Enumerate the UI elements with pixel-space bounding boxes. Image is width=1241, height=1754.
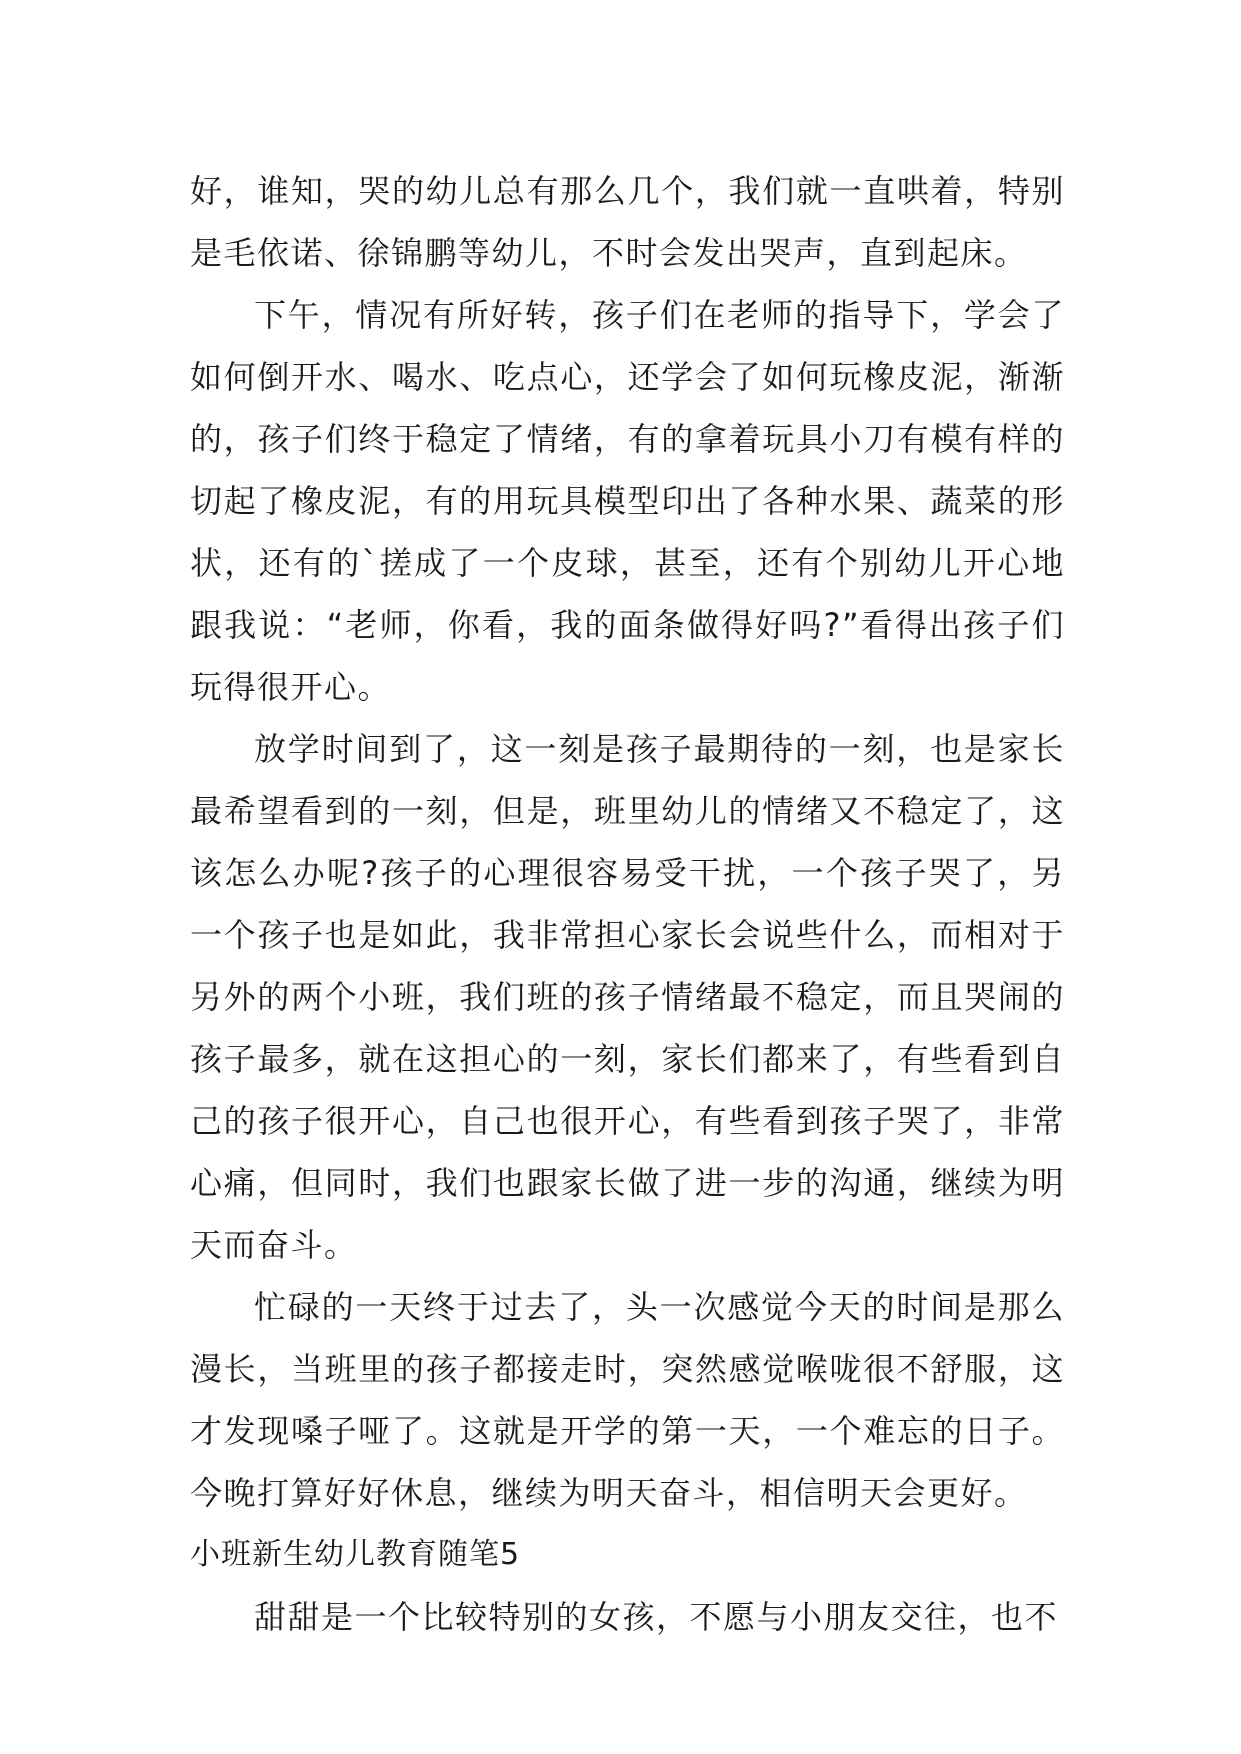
paragraph-5: 甜甜是一个比较特别的女孩，不愿与小朋友交往，也不 [254, 1598, 1059, 1636]
paragraph-2: 下午，情况有所好转，孩子们在老师的指导下，学会了如何倒开水、喝水、吃点心，还学会了如何玩橡皮泥，渐渐的，孩子们终于稳定了情绪，有的拿着玩具小刀有模有样的切起了橡皮泥，有的用玩具模型印出了各种水果、蔬菜的形状，还有的`搓成了一个皮球，甚至，还有个别幼儿开心地跟我说：“老师，你看，我的面条做得好吗?”看得出孩子们玩得很开心。 [190, 296, 1065, 706]
section-heading: 小班新生幼儿教育随笔5 [190, 1537, 521, 1572]
document-body [190, 160, 1065, 1648]
paragraph-4: 忙碌的一天终于过去了，头一次感觉今天的时间是那么漫长，当班里的孩子都接走时，突然感觉喉咙很不舒服，这才发现嗓子哑了。这就是开学的第一天，一个难忘的日子。今晚打算好好休息，继续为明天奋斗，相信明天会更好。 [190, 1288, 1065, 1512]
paragraph-1: 好，谁知，哭的幼儿总有那么几个，我们就一直哄着，特别是毛依诺、徐锦鹏等幼儿，不时会发出哭声，直到起床。 [190, 172, 1065, 272]
paragraph-3: 放学时间到了，这一刻是孩子最期待的一刻，也是家长最希望看到的一刻，但是，班里幼儿的情绪又不稳定了，这该怎么办呢?孩子的心理很容易受干扰，一个孩子哭了，另一个孩子也是如此，我非常担心家长会说些什么，而相对于另外的两个小班，我们班的孩子情绪最不稳定，而且哭闹的孩子最多，就在这担心的一刻，家长们都来了，有些看到自己的孩子很开心，自己也很开心，有些看到孩子哭了，非常心痛，但同时，我们也跟家长做了进一步的沟通，继续为明天而奋斗。 [190, 730, 1065, 1264]
